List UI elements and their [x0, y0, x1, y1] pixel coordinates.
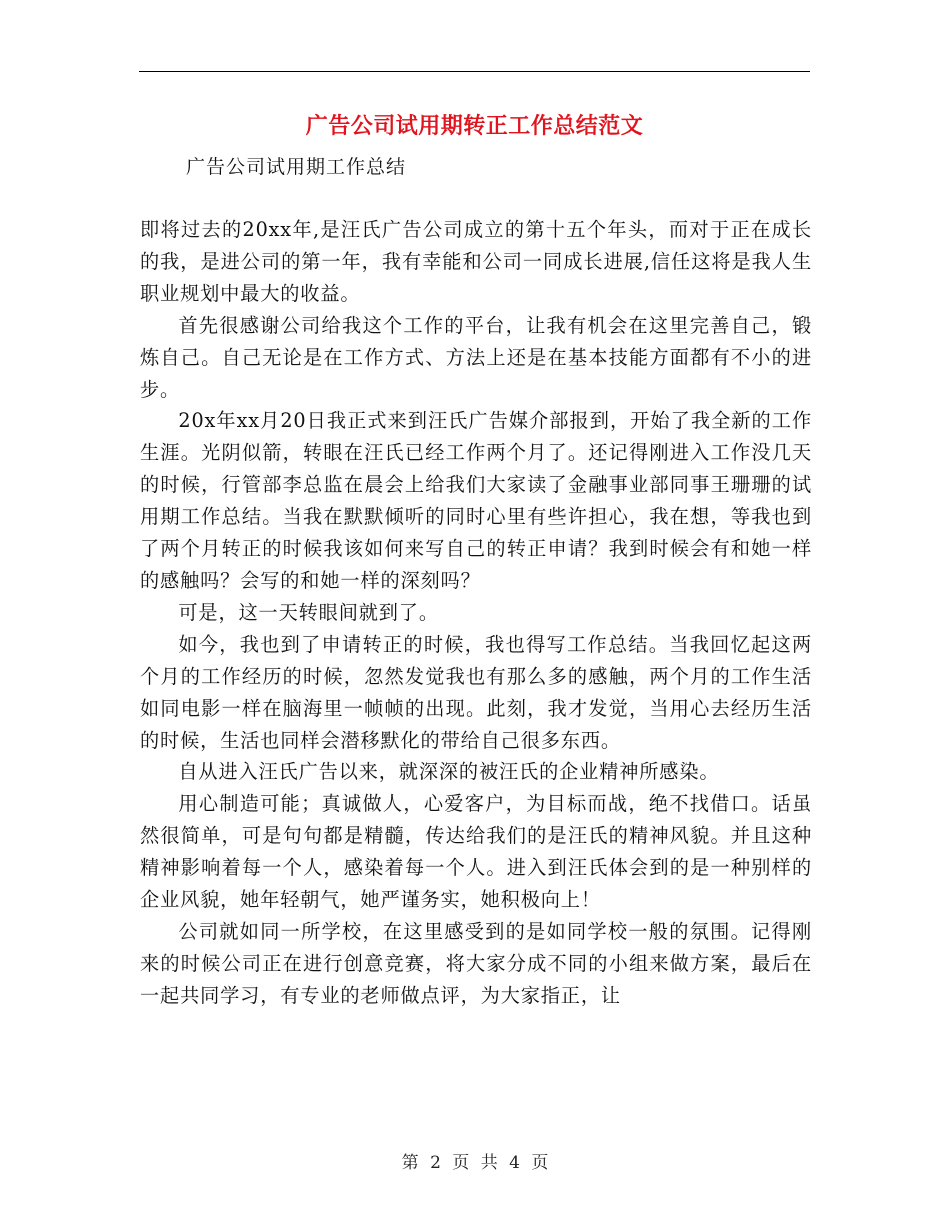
paragraph: 用心制造可能；真诚做人，心爱客户，为目标而战，绝不找借口。话虽然很简单，可是句句都是精髓，传达给我们的是汪氏的精神风貌。并且这种精神影响着每一个人，感染着每一个人。进入到汪氏体会到的是一种别样的企业风貌，她年轻朝气，她严谨务实，她积极向上！: [140, 792, 812, 912]
paragraph: 20x年xx月20日我正式来到汪氏广告媒介部报到，开始了我全新的工作生涯。光阴似箭，转眼在汪氏已经工作两个月了。还记得刚进入工作没几天的时候，行管部李总监在晨会上给我们大家读了金融事业部同事王珊珊的试用期工作总结。当我在默默倾听的同时心里有些许担心，我在想，等我也到了两个月转正的时候我该如何来写自己的转正申请？我到时候会有和她一样的感触吗？会写的和她一样的深刻吗？: [140, 409, 812, 592]
paragraph: 可是，这一天转眼间就到了。: [178, 600, 439, 624]
paragraph: 首先很感谢公司给我这个工作的平台，让我有机会在这里完善自己，锻炼自己。自己无论是在工作方式、方法上还是在基本技能方面都有不小的进步。: [140, 313, 812, 401]
document-subtitle: 广告公司试用期工作总结: [186, 156, 407, 178]
document-body: [140, 214, 812, 1012]
document-title: 广告公司试用期转正工作总结范文: [305, 114, 644, 139]
paragraph: 公司就如同一所学校，在这里感受到的是如同学校一般的氛围。记得刚来的时候公司正在进行创意竞赛，将大家分成不同的小组来做方案，最后在一起共同学习，有专业的老师做点评，为大家指正，让: [140, 919, 812, 1007]
header-rule: [139, 71, 810, 72]
paragraph: 即将过去的20xx年,是汪氏广告公司成立的第十五个年头，而对于正在成长的我，是进公司的第一年，我有幸能和公司一同成长进展,信任这将是我人生职业规划中最大的收益。: [140, 218, 812, 305]
paragraph: 自从进入汪氏广告以来，就深深的被汪氏的企业精神所感染。: [178, 760, 720, 784]
page-number-footer: 第 2 页 共 4 页: [401, 1153, 549, 1173]
paragraph: 如今，我也到了申请转正的时候，我也得写工作总结。当我回忆起这两个月的工作经历的时候，忽然发觉我也有那么多的感触，两个月的工作生活如同电影一样在脑海里一帧帧的出现。此刻，我才发觉，当用心去经历生活的时候，生活也同样会潜移默化的带给自己很多东西。: [140, 632, 812, 752]
